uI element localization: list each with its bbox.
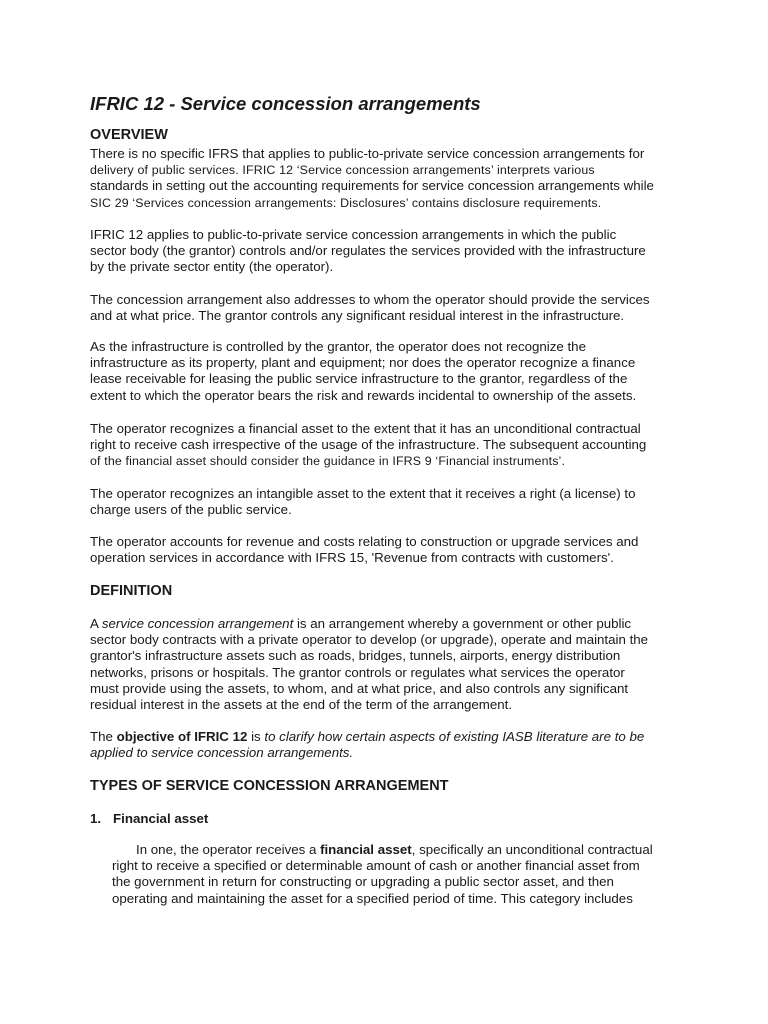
overview-paragraph-6 — [90, 486, 680, 518]
overview-paragraph-1 — [90, 146, 680, 211]
text-line: right to receive cash irrespective of the usage of the infrastructure. The subsequent accounting — [90, 437, 647, 453]
text-line — [90, 729, 680, 745]
text-line: operating and maintaining the asset for a specified period of time. This category includes — [112, 890, 633, 906]
text-line: IFRIC 12 applies to public-to-private service concession arrangements in which the public — [90, 227, 617, 242]
text-line: The operator recognizes an intangible asset to the extent that it receives a right (a license) to — [90, 486, 636, 501]
overview-paragraph-7 — [90, 534, 680, 566]
text-line — [112, 842, 682, 858]
text-line: residual interest in the assets at the end of the term of the arrangement. — [90, 697, 513, 713]
objective-paragraph — [90, 729, 680, 761]
text-line: by the private sector entity (the operator). — [90, 259, 334, 275]
types-heading: TYPES OF SERVICE CONCESSION ARRANGEMENT — [90, 778, 449, 794]
overview-paragraph-2 — [90, 227, 680, 276]
text-line: sector body contracts with a private operator to develop (or upgrade), operate and maintain the — [90, 632, 649, 648]
text-line: SIC 29 ‘Services concession arrangements: Disclosures’ contains disclosure requirements. — [90, 195, 602, 210]
text-line: networks, prisons or hospitals. The grantor controls or regulates what services the operator — [90, 664, 625, 680]
text-line: sector body (the grantor) controls and/or regulates the services provided with the infrastructure — [90, 243, 646, 259]
financial-asset-term: financial asset — [320, 842, 412, 857]
text-run: is — [247, 729, 265, 744]
text-line: extent to which the operator bears the risk and rewards incidental to ownership of the assets. — [90, 387, 637, 403]
defined-term: service concession arrangement — [101, 616, 294, 631]
text-line: As the infrastructure is controlled by the grantor, the operator does not recognize the — [90, 339, 586, 354]
text-line: There is no specific IFRS that applies to public-to-private service concession arrangements for — [90, 146, 645, 161]
text-line: The operator accounts for revenue and costs relating to construction or upgrade services and — [90, 534, 639, 549]
text-line: The operator recognizes a financial asset to the extent that it has an unconditional contractual — [90, 421, 641, 436]
text-line: standards in setting out the accounting requirements for service concession arrangements while — [90, 178, 654, 194]
text-line: infrastructure as its property, plant and equipment; nor does the operator recognize a finance — [90, 355, 636, 371]
text-line — [90, 616, 680, 632]
list-item-title: Financial asset — [113, 811, 209, 826]
text-line: operation services in accordance with IFRS 15, 'Revenue from contracts with customers'. — [90, 550, 614, 566]
text-line: must provide using the assets, to whom, and at what price, and also controls any significant — [90, 680, 629, 696]
definition-paragraph — [90, 616, 680, 713]
text-run: is an arrangement whereby a government or other public — [293, 616, 632, 631]
text-line: charge users of the public service. — [90, 502, 292, 518]
text-line: the government in return for constructing or upgrading a public sector asset, and then — [112, 874, 614, 890]
definition-heading: DEFINITION — [90, 583, 173, 599]
overview-heading: OVERVIEW — [90, 127, 168, 143]
text-run: In one, the operator receives a — [136, 842, 321, 857]
list-number: 1. — [90, 811, 102, 826]
text-run: , specifically an unconditional contractual — [411, 842, 653, 857]
objective-label: objective of IFRIC 12 — [116, 729, 248, 744]
text-line: delivery of public services. IFRIC 12 ‘Service concession arrangements’ interprets various — [90, 163, 595, 178]
text-line: grantor's infrastructure assets such as roads, bridges, tunnels, airports, energy distribution — [90, 648, 621, 664]
text-run: The — [90, 729, 117, 744]
text-line: and at what price. The grantor controls any significant residual interest in the infrastructure. — [90, 308, 625, 324]
text-line: The concession arrangement also addresses to whom the operator should provide the services — [90, 292, 650, 307]
text-line: lease receivable for leasing the public service infrastructure to the grantor, regardless of the — [90, 371, 628, 387]
overview-paragraph-4 — [90, 339, 680, 404]
objective-text: to clarify how certain aspects of existing IASB literature are to be — [264, 729, 645, 744]
objective-text: applied to service concession arrangements. — [90, 745, 354, 761]
text-line: right to receive a specified or determinable amount of cash or another financial asset from — [112, 858, 640, 874]
overview-paragraph-5 — [90, 421, 680, 470]
financial-asset-paragraph — [112, 842, 682, 907]
page-title: IFRIC 12 - Service concession arrangements — [90, 93, 481, 114]
overview-paragraph-3 — [90, 292, 680, 324]
text-line: of the financial asset should consider the guidance in IFRS 9 ‘Financial instruments’. — [90, 454, 566, 469]
text-run: A — [90, 616, 102, 631]
